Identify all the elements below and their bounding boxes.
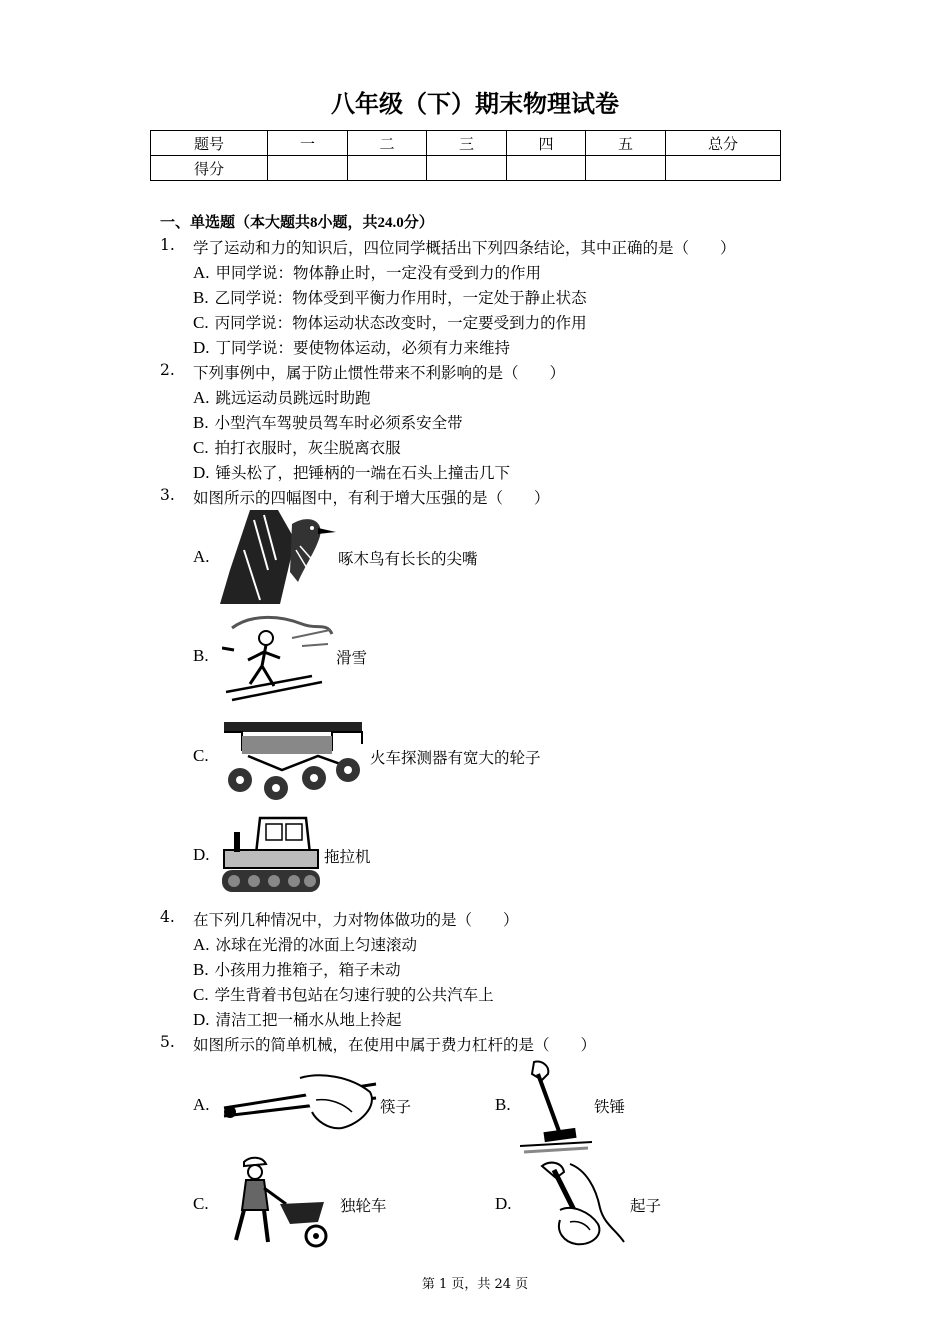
page-footer: 第 1 页，共 24 页 [421,1277,529,1292]
section-count: 8 [310,215,318,231]
option-letter: B. [193,646,209,665]
hammer-picture [520,1060,592,1154]
option-letter: C. [193,746,209,765]
option-caption: 火车探测器有宽大的轮子 [370,749,541,767]
option-caption: 起子 [630,1197,662,1215]
option[interactable] [193,1008,402,1030]
option-letter: C. [193,1194,209,1213]
option[interactable] [193,336,510,358]
option-letter-a[interactable] [193,1095,216,1115]
option-text: 冰球在光滑的冰面上匀速滚动 [215,936,418,954]
score-value-row [151,156,781,181]
option-letter: B. [193,288,209,307]
option-letter: C. [193,313,209,332]
option[interactable] [193,461,510,483]
option[interactable] [193,436,401,458]
option-caption: 啄木鸟有长长的尖嘴 [338,550,478,568]
woodpecker-picture [220,510,336,604]
question-number: 4. [160,908,175,926]
question-stem: 在下列几种情况中，力对物体做功的是（ ） [193,911,519,929]
question-number: 2. [160,361,175,379]
option-letter: B. [495,1095,511,1114]
score-header-cell: 二 [348,131,427,156]
score-header-cell: 总分 [666,131,781,156]
option[interactable] [193,958,401,980]
option-text: 小孩用力推箱子，箱子未动 [214,961,401,979]
score-cell[interactable] [427,156,507,181]
option-caption: 铁锤 [594,1098,626,1116]
option-caption: 筷子 [380,1098,412,1116]
score-cell[interactable] [268,156,348,181]
option-letter: D. [193,845,210,864]
option-text: 小型汽车驾驶员驾车时必须系安全带 [214,414,463,432]
section-points: 24.0 [377,215,404,231]
option[interactable] [193,411,463,433]
question-stem: 如图所示的简单机械，在使用中属于费力杠杆的是（ ） [193,1036,597,1054]
option-letter: C. [193,985,209,1004]
skier-picture [222,608,334,702]
wheelbarrow-picture [220,1154,336,1252]
option-letter: D. [193,338,210,357]
score-header-cell: 五 [586,131,666,156]
option-text: 学生背着书包站在匀速行驶的公共汽车上 [214,986,494,1004]
option-letter-c[interactable] [193,1194,215,1214]
option-text: 清洁工把一桶水从地上拎起 [215,1011,402,1029]
question-number: 5. [160,1033,175,1051]
score-table [150,130,781,181]
score-cell[interactable] [666,156,781,181]
score-header-cell: 三 [427,131,507,156]
option[interactable] [193,983,494,1005]
option-letter: A. [193,935,210,954]
question-number: 1. [160,236,175,254]
option[interactable] [193,933,417,955]
option-text: 丙同学说：物体运动状态改变时，一定要受到力的作用 [214,314,587,332]
option-letter-a[interactable] [193,547,216,567]
option-letter-d[interactable] [495,1194,518,1214]
rover-picture [222,720,366,802]
option-letter-c[interactable] [193,746,215,766]
score-cell[interactable] [586,156,666,181]
option-letter: A. [193,1095,210,1114]
question-stem: 下列事例中，属于防止惯性带来不利影响的是（ ） [193,364,566,382]
chopsticks-picture [220,1072,380,1132]
option-letter: A. [193,547,210,566]
section-heading [160,211,434,232]
bottle-opener-picture [520,1160,628,1248]
score-header-row [151,131,781,156]
question-stem: 学了运动和力的知识后，四位同学概括出下列四条结论，其中正确的是（ ） [193,239,736,257]
option-text: 甲同学说：物体静止时，一定没有受到力的作用 [215,264,542,282]
tractor-picture [220,814,322,896]
score-header-cell: 一 [268,131,348,156]
option-letter: A. [193,388,210,407]
score-header-cell: 题号 [151,131,268,156]
option[interactable] [193,261,541,283]
option-text: 跳远运动员跳远时助跑 [215,389,371,407]
section-prefix: 一、单选题（本大题共 [160,213,311,231]
page-title: 八年级（下）期末物理试卷 [331,89,619,118]
option-letter-d[interactable] [193,845,216,865]
option-text: 拍打衣服时，灰尘脱离衣服 [214,439,401,457]
option-caption: 滑雪 [336,649,368,667]
option-letter-b[interactable] [495,1095,517,1115]
section-mid: 小题，共 [317,213,378,231]
option-letter-b[interactable] [193,646,215,666]
option-letter: D. [193,463,210,482]
option-letter: B. [193,960,209,979]
option[interactable] [193,311,587,333]
option[interactable] [193,386,371,408]
option-letter: C. [193,438,209,457]
option-caption: 拖拉机 [324,848,371,866]
option-letter: B. [193,413,209,432]
option-text: 锤头松了，把锤柄的一端在石头上撞击几下 [215,464,511,482]
option-text: 丁同学说：要使物体运动，必须有力来维持 [215,339,511,357]
option[interactable] [193,286,587,308]
score-header-cell: 四 [507,131,586,156]
option-letter: D. [495,1194,512,1213]
option-text: 乙同学说：物体受到平衡力作用时，一定处于静止状态 [214,289,587,307]
score-cell[interactable] [348,156,427,181]
score-cell[interactable] [507,156,586,181]
score-row-label: 得分 [151,156,268,181]
question-number: 3. [160,486,175,504]
option-letter: D. [193,1010,210,1029]
option-letter: A. [193,263,210,282]
section-suffix: 分） [403,213,434,231]
question-stem: 如图所示的四幅图中，有利于增大压强的是（ ） [193,489,550,507]
option-caption: 独轮车 [340,1197,387,1215]
